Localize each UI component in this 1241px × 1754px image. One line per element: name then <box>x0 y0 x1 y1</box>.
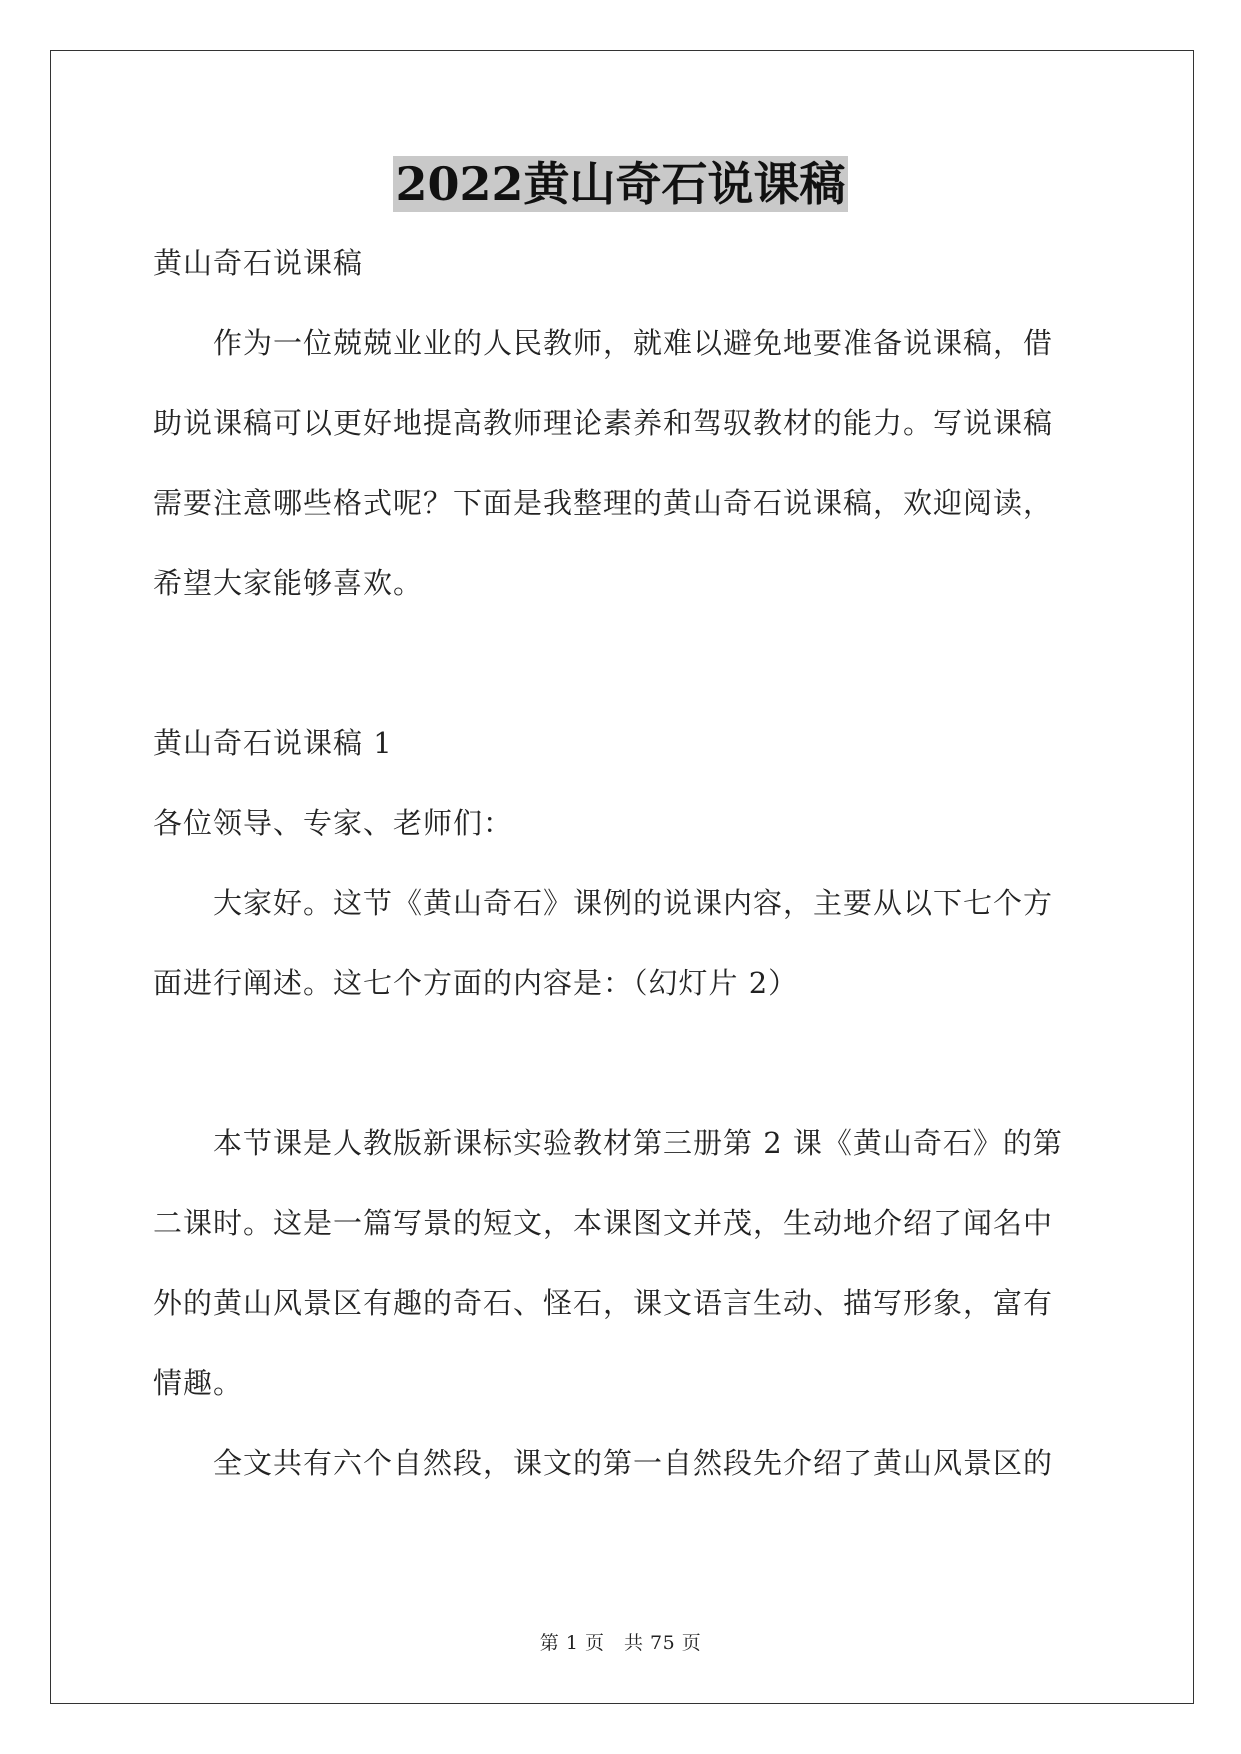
paragraph-line: 情趣。 <box>153 1366 244 1400</box>
paragraph-line: 面进行阐述。这七个方面的内容是：（幻灯片 2） <box>153 966 799 1000</box>
section-heading: 黄山奇石说课稿 1 <box>153 726 393 760</box>
document-body <box>153 236 1093 1516</box>
paragraph-line: 本节课是人教版新课标实验教材第三册第 2 课《黄山奇石》的第 <box>153 1126 1063 1160</box>
salutation-line: 各位领导、专家、老师们： <box>153 806 514 840</box>
paragraph-gap <box>153 636 1093 716</box>
title-container <box>0 156 1241 212</box>
paragraph-line: 助说课稿可以更好地提高教师理论素养和驾驭教材的能力。写说课稿 <box>153 406 1054 440</box>
paragraph-line: 作为一位兢兢业业的人民教师，就难以避免地要准备说课稿，借 <box>153 326 1054 360</box>
paragraph-line: 大家好。这节《黄山奇石》课例的说课内容，主要从以下七个方 <box>153 886 1054 920</box>
paragraph-line: 二课时。这是一篇写景的短文，本课图文并茂，生动地介绍了闻名中 <box>153 1206 1054 1240</box>
document-title: 2022黄山奇石说课稿 <box>395 157 846 211</box>
paragraph-line: 全文共有六个自然段，课文的第一自然段先介绍了黄山风景区的 <box>153 1446 1054 1480</box>
paragraph-line: 需要注意哪些格式呢？下面是我整理的黄山奇石说课稿，欢迎阅读， <box>153 486 1054 520</box>
paragraph-gap <box>153 1036 1093 1116</box>
section-heading: 黄山奇石说课稿 <box>153 246 364 280</box>
paragraph-line: 希望大家能够喜欢。 <box>153 566 424 600</box>
page-footer: 第 1 页 共 75 页 <box>539 1632 702 1654</box>
paragraph-line: 外的黄山风景区有趣的奇石、怪石，课文语言生动、描写形象，富有 <box>153 1286 1054 1320</box>
